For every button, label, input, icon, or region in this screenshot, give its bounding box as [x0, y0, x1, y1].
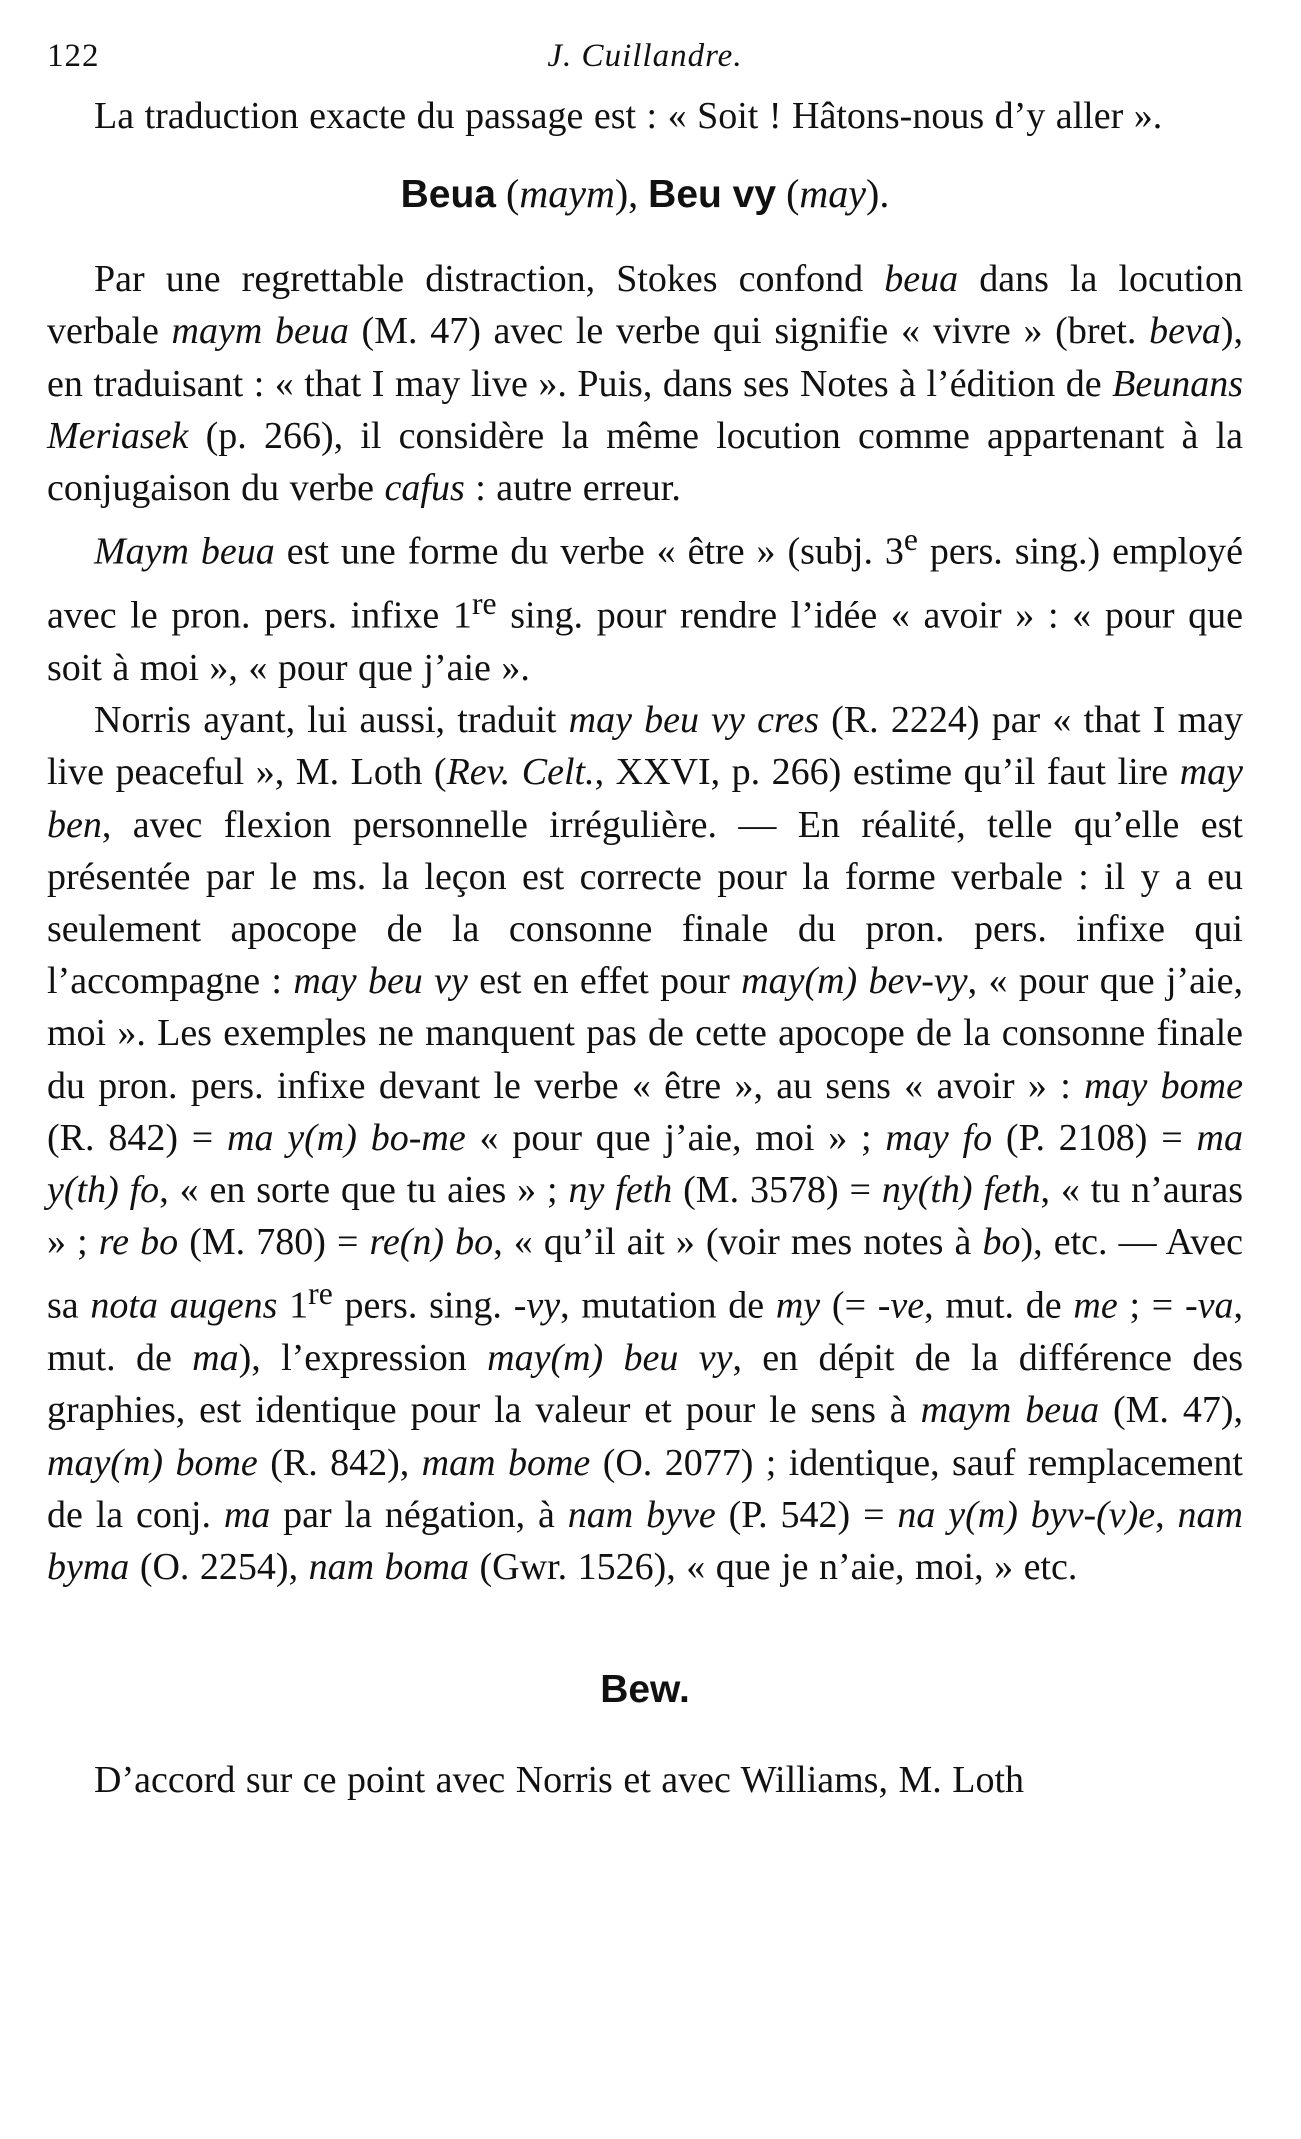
book-page — [47, 38, 1243, 1806]
paragraph-maym-beua: Maym beua est une forme du verbe « être » (subj. 3e pers. sing.) employé avec le pron. pers. infixe 1re sing. pour rendre l’idée « avoir » : « pour que soit à moi », « pour que j’aie ». — [47, 522, 1244, 689]
section-heading-beua: Beua (maym), Beu vy (may). — [400, 171, 890, 217]
section-heading-bew: Bew. — [600, 1668, 690, 1712]
running-title: J. Cuillandre. — [547, 38, 743, 74]
paragraph-translation: La traduction exacte du passage est : « Soit ! Hâtons-nous d’y aller ». — [94, 95, 1163, 137]
running-head — [47, 38, 1243, 90]
paragraph-stokes: Par une regrettable distraction, Stokes confond beua dans la locution verbale maym beua (M. 47) avec le verbe qui signifie « vivre » (bret. beva), en traduisant : « that I may live ». Puis, dans ses Notes à l’édition de Beunans Meriasek (p. 266), il considère la même locution comme appartenant à la conjugaison du verbe cafus : autre erreur. — [47, 258, 1244, 510]
page-number: 122 — [47, 38, 100, 74]
paragraph-bew: D’accord sur ce point avec Norris et avec Williams, M. Loth — [94, 1759, 1025, 1802]
paragraph-norris: Norris ayant, lui aussi, traduit may beu vy cres (R. 2224) par « that I may live peaceful », M. Loth (Rev. Celt., XXVI, p. 266) estime qu’il faut lire may ben, avec flexion personnelle irrégulière. — En réalité, telle qu’elle est présentée par le ms. la leçon est correcte pour la forme verbale : il y a eu seulement apocope de la consonne finale du pron. pers. infixe qui l’accompagne : may beu vy est en effet pour may(m) bev-vy, « pour que j’aie, moi ». Les exemples ne manquent pas de cette apocope de la consonne finale du pron. pers. infixe devant le verbe « être », au sens « avoir » : may bome (R. 842) = ma y(m) bo-me « pour que j’aie, moi » ; may fo (P. 2108) = ma y(th) fo, « en sorte que tu aies » ; ny feth (M. 3578) = ny(th) feth, « tu n’auras » ; re bo (M. 780) = re(n) bo, « qu’il ait » (voir mes notes à bo), etc. — Avec sa nota augens 1re pers. sing. -vy, mutation de my (= -ve, mut. de me ; = -va, mut. de ma), l’expression may(m) beu vy, en dépit de la différence des graphies, est identique pour la valeur et pour le sens à maym beua (M. 47), may(m) bome (R. 842), mam bome (O. 2077) ; identique, sauf remplacement de la conj. ma par la négation, à nam byve (P. 542) = na y(m) byv-(v)e, nam byma (O. 2254), nam boma (Gwr. 1526), « que je n’aie, moi, » etc. — [47, 699, 1244, 1589]
